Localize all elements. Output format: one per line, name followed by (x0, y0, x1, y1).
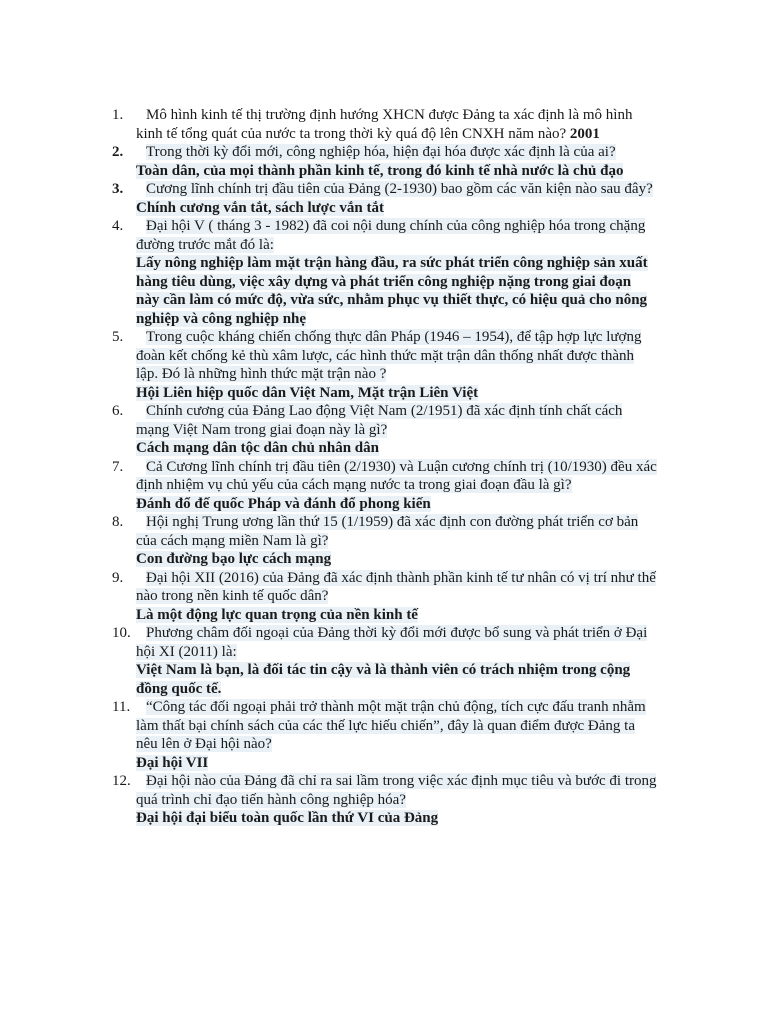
question-number: 2. (112, 144, 124, 160)
question-item-9 (112, 569, 657, 625)
question-number: 5. (112, 329, 124, 345)
question-item-1 (112, 106, 657, 143)
question-number: 10. (112, 625, 131, 641)
question-text (136, 328, 657, 384)
answer-inline: 2001 (569, 125, 600, 142)
question-body: Cương lĩnh chính trị đầu tiên của Đảng (2-1930) bao gồm các văn kiện nào sau đây? (146, 181, 653, 197)
answer-body: Cách mạng dân tộc dân chủ nhân dân (136, 440, 379, 456)
question-item-6 (112, 402, 657, 458)
question-text (136, 143, 657, 162)
question-item-12 (112, 772, 657, 828)
answer-text (136, 384, 657, 403)
question-body: Cả Cương lĩnh chính trị đầu tiên (2/1930) và Luận cương chính trị (10/1930) đều xác định nhiệm vụ chủ yếu của cách mạng nước ta trong giai đoạn đầu là gì? (136, 458, 657, 493)
question-number: 12. (112, 773, 131, 789)
answer-body: Là một động lực quan trọng của nền kinh tế (136, 606, 418, 623)
answer-text (136, 754, 657, 773)
question-number: 9. (112, 569, 124, 586)
question-number: 1. (112, 107, 124, 123)
question-item-11 (112, 698, 657, 772)
question-body: Hội nghị Trung ương lần thứ 15 (1/1959) đã xác định con đường phát triển cơ bản của cách mạng miền Nam là gì? (136, 514, 639, 549)
question-body: “Công tác đối ngoại phải trở thành một mặt trận chủ động, tích cực đấu tranh nhằm làm thất bại chính sách của các thế lực hiếu chiến”, đây là quan điểm được Đảng ta nêu lên ở Đại hội nào? (136, 699, 646, 752)
question-body: Đại hội XII (2016) của Đảng đã xác định thành phần kinh tế tư nhân có vị trí như thế nào trong nền kinh tế quốc dân? (136, 569, 656, 604)
question-item-2 (112, 143, 657, 180)
question-body: Phương châm đối ngoại của Đảng thời kỳ đổi mới được bổ sung và phát triển ở Đại hội XI (2011) là: (136, 625, 648, 660)
answer-body: Chính cương vắn tắt, sách lược vắn tắt (136, 199, 384, 216)
answer-body: Hội Liên hiệp quốc dân Việt Nam, Mặt trận Liên Việt (136, 384, 479, 401)
question-body: Chính cương của Đảng Lao động Việt Nam (2/1951) đã xác định tính chất cách mạng Việt Nam trong giai đoạn này là gì? (136, 403, 623, 438)
question-text (136, 180, 657, 199)
question-body: Trong cuộc kháng chiến chống thực dân Pháp (1946 – 1954), để tập hợp lực lượng đoàn kết chống kẻ thù xâm lược, các hình thức mặt trận dân thống nhất được thành lập. Đó là những hình thức mặt trận nào ? (136, 329, 642, 382)
answer-text (136, 254, 657, 328)
question-number: 4. (112, 218, 124, 234)
question-text (136, 569, 657, 606)
question-item-7 (112, 458, 657, 514)
question-text (136, 698, 657, 754)
question-body: Trong thời kỳ đổi mới, công nghiệp hóa, hiện đại hóa được xác định là của ai? (146, 144, 616, 160)
answer-text (136, 550, 657, 569)
answer-text (136, 495, 657, 514)
question-body: Mô hình kinh tế thị trường định hướng XHCN được Đảng ta xác định là mô hình kinh tế tổng quát của nước ta trong thời kỳ quá độ lên CNXH năm nào? (136, 107, 633, 142)
answer-body: Việt Nam là bạn, là đối tác tin cậy và là thành viên có trách nhiệm trong cộng đồng quốc tế. (136, 662, 631, 697)
answer-text (136, 661, 657, 698)
question-body: Đại hội V ( tháng 3 - 1982) đã coi nội dung chính của công nghiệp hóa trong chặng đường trước mắt đó là: (136, 218, 646, 253)
answer-body: Toàn dân, của mọi thành phần kinh tế, trong đó kinh tế nhà nước là chủ đạo (136, 162, 624, 179)
question-number: 6. (112, 403, 124, 419)
answer-body: Đại hội đại biểu toàn quốc lần thứ VI của Đảng (136, 810, 439, 826)
answer-body: Con đường bạo lực cách mạng (136, 551, 332, 567)
answer-body: Đánh đổ đế quốc Pháp và đánh đổ phong kiến (136, 495, 431, 512)
question-text (136, 772, 657, 809)
answer-text (136, 606, 657, 625)
question-number: 8. (112, 514, 124, 530)
question-text (136, 402, 657, 439)
question-text (136, 106, 657, 143)
question-text (136, 458, 657, 495)
question-item-4 (112, 217, 657, 328)
question-item-5 (112, 328, 657, 402)
question-text (136, 513, 657, 550)
question-item-3 (112, 180, 657, 217)
question-number: 7. (112, 458, 124, 475)
question-number: 11. (112, 699, 131, 715)
question-item-10 (112, 624, 657, 698)
answer-text (136, 809, 657, 828)
question-item-8 (112, 513, 657, 569)
question-list (112, 106, 657, 828)
answer-body: Đại hội VII (136, 754, 209, 771)
answer-text (136, 199, 657, 218)
answer-body: Lấy nông nghiệp làm mặt trận hàng đầu, ra sức phát triển công nghiệp sản xuất hàng tiêu dùng, việc xây dựng và phát triển công nghiệp nặng trong giai đoạn này cần làm có mức độ, vừa sức, nhằm phục vụ thiết thực, có hiệu quả cho nông nghiệp và công nghiệp nhẹ (136, 255, 648, 327)
question-text (136, 217, 657, 254)
question-text (136, 624, 657, 661)
answer-text (136, 162, 657, 181)
question-body: Đại hội nào của Đảng đã chỉ ra sai lầm trong việc xác định mục tiêu và bước đi trong quá trình chỉ đạo tiến hành công nghiệp hóa? (136, 773, 657, 808)
answer-text (136, 439, 657, 458)
question-number: 3. (112, 181, 124, 197)
